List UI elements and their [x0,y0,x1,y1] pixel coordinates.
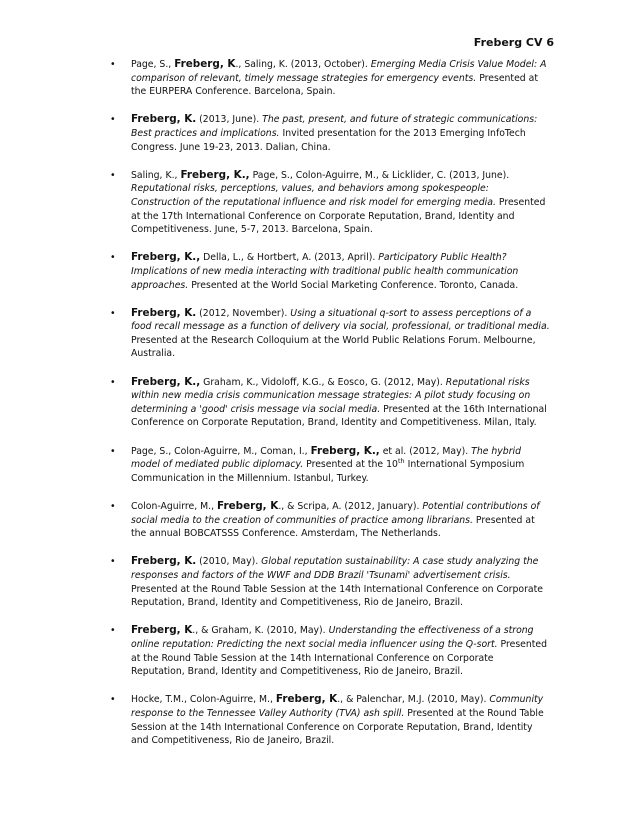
authors-pre: Page, S., Colon-Aguirre, M., Coman, I., [131,445,311,457]
reference-item [110,113,550,154]
venue: Presented at the World Social Marketing Conference. Toronto, Canada. [188,279,519,291]
author-highlight: Freberg, K [217,500,279,512]
author-highlight: Freberg, K., [131,375,201,388]
venue: Presented at the Research Colloquium at the World Public Relations Forum. Melbourne, Australia. [131,334,536,360]
presentation-title: Participatory Public Health? Implications of new media interacting with traditional public health communication approaches. [131,252,519,291]
presentation-title: Community response to the Tennessee Valley Authority (TVA) ash spill. [131,694,544,719]
authors-date: Graham, K., Vidoloff, K.G., & Eosco, G. (2012, May). [200,376,446,388]
reference-list [110,58,550,762]
author-highlight: Freberg, K. [131,306,197,319]
bullet-icon: • [110,252,116,264]
authors-pre: Hocke, T.M., Colon-Aguirre, M., [131,694,276,706]
presentation-title: Global reputation sustainability: A case study analyzing the responses and factors of the WWF and DDB Brazil 'Tsunami' advertisement crisis. [131,556,539,581]
author-highlight: Freberg, K., [131,251,201,264]
bullet-icon: • [110,625,116,637]
reference-item [110,307,550,361]
author-highlight: Freberg, K [275,693,338,706]
presentation-title: Emerging Media Crisis Value Model: A comparison of relevant, timely message strategies for emergency events. [131,59,547,84]
bullet-icon: • [110,169,116,181]
presentation-title: Using a situational q-sort to assess perceptions of a food recall message as a function of delivery via social, professional, or traditional media. [131,307,550,333]
authors-date: ., & Scripa, A. (2012, January). [278,501,423,512]
bullet-icon: • [110,556,116,568]
authors-pre: Colon-Aguirre, M., [131,501,218,512]
bullet-icon: • [110,376,116,388]
venue: Invited presentation for the 2013 Emerging InfoTech Congress. June 19-23, 2013. Dalian, China. [131,127,526,153]
author-highlight: Freberg, K., [180,168,250,181]
venue: Presented at the 17th International Conference on Corporate Reputation, Brand, Identity and Competitiveness. June, 5-7, 2013. Barcelona, Spain. [131,196,546,236]
venue: Presented at the 10 [303,459,398,471]
authors-date: Della, L., & Hortbert, A. (2013, April). [200,252,379,264]
reference-item [110,169,550,237]
reference-item [110,500,550,541]
author-highlight: Freberg, K [131,624,193,637]
author-highlight: Freberg, K. [131,555,197,568]
ordinal-suffix: th [397,457,405,466]
presentation-title: Potential contributions of social media to the creation of communities of practice among librarians. [131,501,540,526]
venue: Presented at the EURPERA Conference. Barcelona, Spain. [131,72,538,98]
venue: Presented at the 16th International Conference on Corporate Reputation, Brand, Identity and Competitiveness. Milan, Italy. [131,403,547,429]
author-highlight: Freberg, K., [310,444,380,457]
venue-continued: International Symposium Communication in the Millennium. Istanbul, Turkey. [131,459,525,484]
authors-date: Page, S., Colon-Aguirre, M., & Licklider, C. (2013, June). [249,169,510,181]
presentation-title: Understanding the effectiveness of a strong online reputation: Predicting the next social media influencer using the Q-sort. [131,625,534,650]
reference-item [110,251,550,292]
presentation-title: The past, present, and future of strategic communications: Best practices and implications. [131,114,538,139]
bullet-icon: • [110,501,116,512]
reference-item [110,58,550,99]
venue: Presented at the Round Table Session at the 14th International Conference on Corporate Reputation, Brand, Identity and Competitiveness, Rio de Janeiro, Brazil. [131,583,543,609]
reference-item [110,555,550,609]
author-highlight: Freberg, K. [131,113,197,126]
reference-item [110,693,550,747]
bullet-icon: • [110,307,116,319]
reference-item [110,624,550,678]
bullet-icon: • [110,114,116,126]
authors-date: (2012, November). [196,307,291,319]
venue: Presented at the annual BOBCATSSS Conference. Amsterdam, The Netherlands. [131,514,535,540]
authors-pre: Saling, K., [131,169,181,181]
presentation-title: Reputational risks within new media crisis communication message strategies: A pilot study focusing on determining a 'good' crisis message via social media. [131,376,531,415]
author-highlight: Freberg, K [174,58,236,70]
presentation-title: The hybrid model of mediated public diplomacy. [131,445,522,471]
bullet-icon: • [110,694,116,706]
bullet-icon: • [110,59,116,70]
authors-date: ., Saling, K. (2013, October). [235,59,371,70]
bullet-icon: • [110,445,116,457]
authors-date: (2013, June). [196,114,263,126]
venue: Presented at the Round Table Session at the 14th International Conference on Corporate Reputation, Brand, Identity and Competitiveness, Rio de Janeiro, Brazil. [131,707,544,747]
authors-date: ., & Palenchar, M.J. (2010, May). [337,694,490,706]
authors-pre: Page, S., [131,59,175,70]
reference-item [110,376,550,430]
page-header: Freberg CV 6 [473,36,554,49]
authors-date: ., & Graham, K. (2010, May). [192,625,329,637]
venue: Presented at the Round Table Session at the 14th International Conference on Corporate Reputation, Brand, Identity and Competitiveness, Rio de Janeiro, Brazil. [131,638,548,678]
authors-date: (2010, May). [196,556,262,568]
presentation-title: Reputational risks, perceptions, values, and behaviors among spokespeople: Construction of the reputational influence and risk model for emerging media. [131,183,496,208]
reference-item [110,445,550,486]
authors-date: et al. (2012, May). [379,445,472,457]
